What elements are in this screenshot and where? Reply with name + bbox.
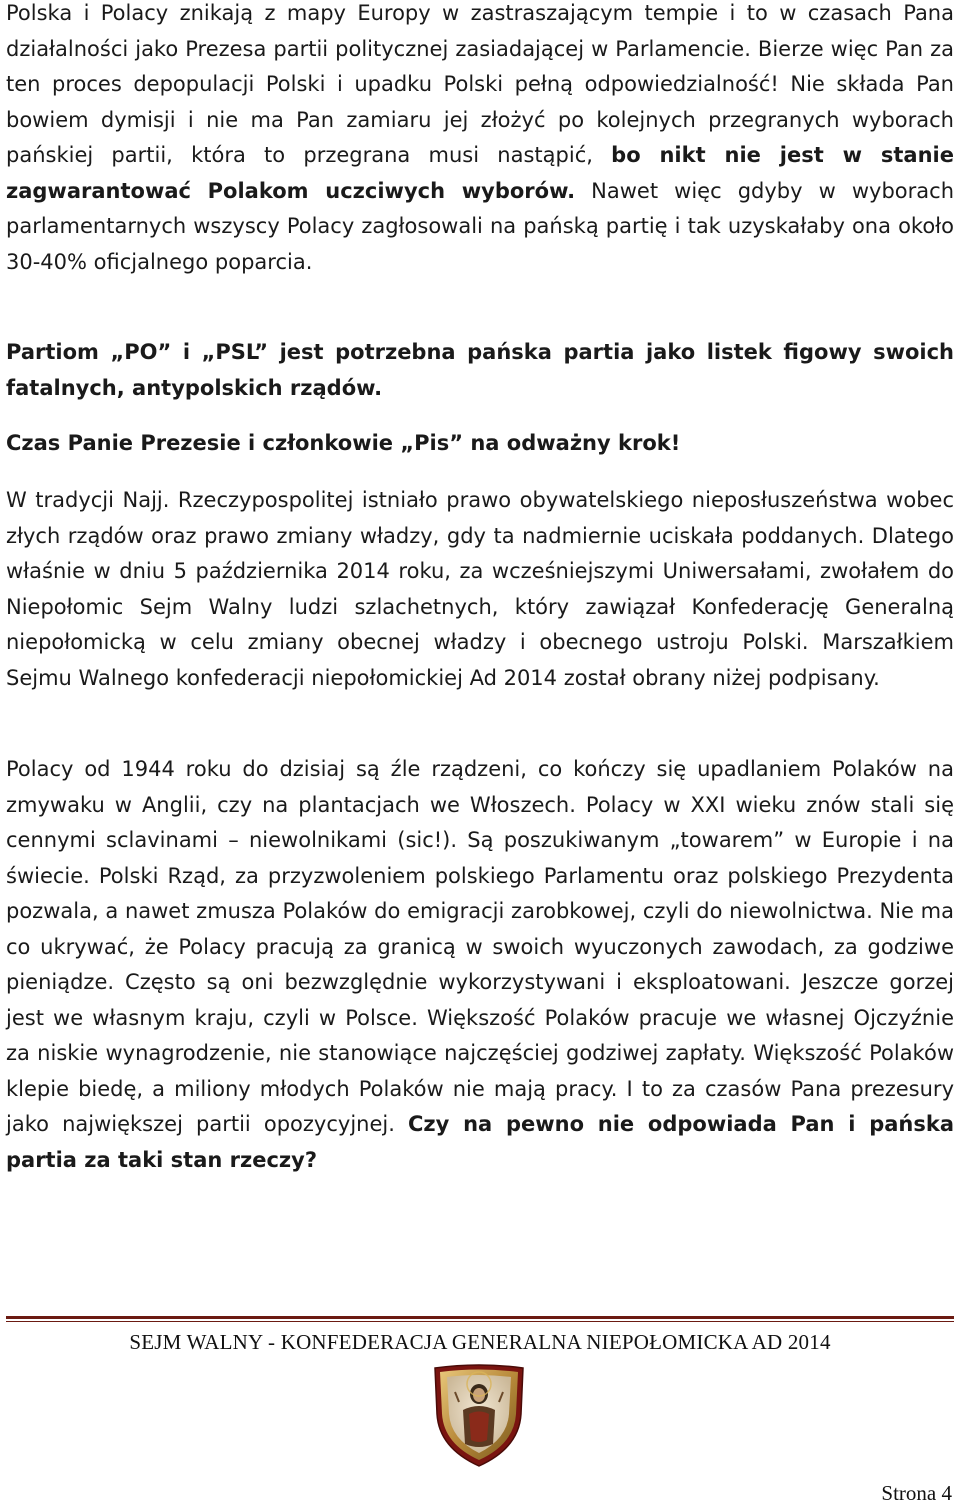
- paragraph-bold-text: Partiom „PO” i „PSL” jest potrzebna pańska partia jako listek figowy swoich fatalnych, antypolskich rządów.: [6, 340, 954, 400]
- paragraph-call-to-action: [6, 426, 954, 462]
- paragraph-text: Polska i Polacy znikają z mapy Europy w zastraszającym tempie i to w czasach Pana działalności jako Prezesa partii politycznej zasiadającej w Parlamencie. Bierze więc Pan za ten proces depopulacji Polski i upadku Polski pełną odpowiedzialność! Nie składa Pan bowiem dymisji i nie ma Pan zamiaru jej złożyć po kolejnych przegranych wyborach pańskiej partii, która to przegrana musi nastąpić,: [6, 1, 954, 167]
- paragraph-tradition: [6, 483, 954, 696]
- paragraph-text: Polacy od 1944 roku do dzisiaj są źle rządzeni, co kończy się upadlaniem Polaków na zmywaku w Anglii, czy na plantacjach we Włoszech. Polacy w XXI wieku znów stali się cennymi sclavinami – niewolnikami (sic!). Są poszukiwanym „towarem” w Europie i na świecie. Polski Rząd, za przyzwoleniem polskiego Parlamentu oraz polskiego Prezydenta pozwala, a nawet zmusza Polaków do emigracji zarobkowej, czyli do niewolnictwa. Nie ma co ukrywać, że Polacy pracują za granicą w swoich wyuczonych zawodach, za godziwe pieniądze. Często są oni bezwzględnie wykorzystywani i eksploatowani. Jeszcze gorzej jest we własnym kraju, czyli w Polsce. Większość Polaków pracuje we własnej Ojczyźnie za niskie wynagrodzenie, nie stanowiące najczęściej godziwej zapłaty. Większość Polaków klepie biedę, a miliony młodych Polaków nie mają pracy. I to za czasów Pana prezesury jako największej partii opozycyjnej.: [6, 757, 954, 1136]
- paragraph-depopulation: [6, 0, 954, 280]
- footer-title: SEJM WALNY - KONFEDERACJA GENERALNA NIEPOŁOMICKA AD 2014: [129, 1330, 831, 1354]
- paragraph-fig-leaf: [6, 335, 954, 406]
- paragraph-emigration: [6, 752, 954, 1178]
- paragraph-bold-text: bo nikt nie jest w stanie zagwarantować Polakom uczciwych wyborów.: [6, 143, 954, 203]
- paragraph-bold-text: Czy na pewno nie odpowiada Pan i pańska partia za taki stan rzeczy?: [6, 1112, 954, 1172]
- footer-divider: [6, 1316, 954, 1319]
- heraldic-shield-icon: [429, 1362, 529, 1468]
- paragraph-text: Nawet więc gdyby w wyborach parlamentarnych wszyscy Polacy zagłosowali na pańską partię i tak uzyskałaby ona około 30-40% oficjalnego poparcia.: [6, 178, 955, 274]
- footer-divider-thin: [6, 1321, 954, 1322]
- page-number: Strona 4: [881, 1481, 952, 1505]
- paragraph-text: W tradycji Najj. Rzeczypospolitej istniało prawo obywatelskiego nieposłuszeństwa wobec złych rządów oraz prawo zmiany władzy, gdy ta nadmiernie uciskała poddanych. Dlatego właśnie w dniu 5 października 2014 roku, za wcześniejszymi Uniwersałami, zwołałem do Niepołomic Sejm Walny ludzi szlachetnych, który zawiązał Konfederację Generalną niepołomicką w celu zmiany obecnej władzy i obecnego ustroju Polski. Marszałkiem Sejmu Walnego konfederacji niepołomickiej Ad 2014 został obrany niżej podpisany.: [6, 488, 954, 690]
- paragraph-bold-text: Czas Panie Prezesie i członkowie „Pis” na odważny krok!: [6, 431, 681, 455]
